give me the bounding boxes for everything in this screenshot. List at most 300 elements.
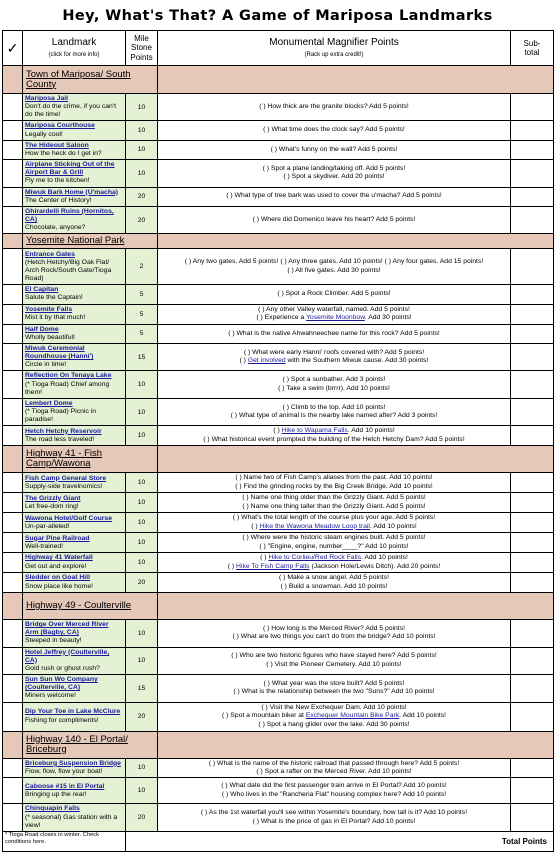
landmark-cell xyxy=(23,553,126,573)
magnifier-line: ( ) "Engine, engine, number____?" Add 10 points! xyxy=(259,542,409,550)
section-row xyxy=(3,731,554,758)
landmark-tagline: (Hetch Hetchy/Big Oak Flat/ Arch Rock/South Gate/Tioga Road) xyxy=(25,258,112,282)
landmark-cell xyxy=(23,804,126,831)
section-title-text: Highway 41 - Fish Camp/Wawona xyxy=(26,448,103,470)
landmark-tagline: (* Tioga Road) Chief among them! xyxy=(25,380,110,396)
magnifier-cell xyxy=(158,702,511,731)
tioga-road-note[interactable]: * Tioga Road closes in winter. Check conditions here. xyxy=(3,831,126,851)
magnifier-line: ( ) Experience a Yosemite Moonbow. Add 30 points! xyxy=(256,314,412,322)
check-cell[interactable] xyxy=(3,160,23,187)
landmark-cell xyxy=(23,473,126,493)
magnifier-line: ( ) Take a swim (brrrr). Add 10 points! xyxy=(278,384,390,392)
landmark-tagline: The road less traveled! xyxy=(25,435,95,443)
subtotal-header-line2: total xyxy=(524,48,540,57)
magnifier-line: ( ) Make a snow angel. Add 5 points! xyxy=(279,574,389,582)
check-cell[interactable] xyxy=(3,804,23,831)
milestone-points: 20 xyxy=(126,206,158,233)
check-cell[interactable] xyxy=(3,343,23,370)
magnifier-line: ( ) Build a snowman. Add 10 points! xyxy=(280,582,388,590)
landmark-tagline: Chocolate, anyone? xyxy=(25,224,86,232)
subtotal-header xyxy=(511,31,554,66)
section-check-cell xyxy=(3,593,23,620)
magnifier-line: ( ) Get involved with the Southern Miwuk cause. Add 30 points! xyxy=(239,357,429,365)
landmark-tagline: Fly me to the kitchen! xyxy=(25,177,90,185)
milestone-points: 10 xyxy=(126,778,158,804)
landmark-link[interactable]: Miwuk Ceremonial Roundhouse (Hanni') xyxy=(25,344,94,361)
milestone-points: 20 xyxy=(126,573,158,593)
magnifier-line: ( ) Spot a hang glider over the lake. Add 30 points! xyxy=(258,720,410,728)
magnifier-line: ( ) Climb to the top. Add 10 points! xyxy=(282,403,386,411)
milestone-points: 10 xyxy=(126,493,158,513)
magnifier-line: ( ) What's the total length of the course plus your age. Add 5 points! xyxy=(232,514,436,522)
magnifier-line: ( ) Name one thing older than the Grizzly Giant. Add 5 points! xyxy=(242,494,426,502)
section-check-cell xyxy=(3,66,23,94)
landmark-tagline: Get out and explore! xyxy=(25,562,87,570)
table-row xyxy=(3,121,554,140)
landmark-link[interactable]: Bridge Over Merced River Arm (Bagby, CA) xyxy=(25,621,109,637)
subtotal-cell[interactable] xyxy=(511,473,554,493)
subtotal-cell[interactable] xyxy=(511,804,554,831)
magnifier-line: ( ) What is the price of gas in El Portal? Add 10 points! xyxy=(252,817,416,825)
magnifier-cell xyxy=(158,553,511,573)
section-title xyxy=(23,66,158,94)
magnifier-line: ( ) What is the relationship between the two "Suns?" Add 10 points! xyxy=(233,688,435,696)
table-row xyxy=(3,249,554,285)
check-cell[interactable] xyxy=(3,647,23,674)
landmark-tagline: Don't do the crime, if you can't do the time! xyxy=(25,103,116,119)
milestone-points: 10 xyxy=(126,758,158,778)
landmark-link[interactable]: Reflection On Tenaya Lake xyxy=(25,372,112,380)
check-cell[interactable] xyxy=(3,553,23,573)
milestone-points: 10 xyxy=(126,160,158,187)
milestone-points: 5 xyxy=(126,324,158,343)
landmark-link[interactable]: Ghirardelli Ruins (Hornitos, CA) xyxy=(25,207,114,224)
magnifier-line: ( ) Hike To Fish Camp Falls (Jackson Hole/Lewis Ditch). Add 20 points! xyxy=(227,562,441,570)
magnifier-line: ( ) Any other Valley waterfall, named. Add 5 points! xyxy=(258,305,410,313)
section-row xyxy=(3,234,554,249)
magnifier-cell xyxy=(158,804,511,831)
subtotal-cell[interactable] xyxy=(511,553,554,573)
section-check-cell xyxy=(3,234,23,249)
landmark-cell xyxy=(23,343,126,370)
landmark-tagline: Mist it by that much! xyxy=(25,314,86,322)
landmark-tagline: (* seasonal) Gas station with a view! xyxy=(25,813,118,829)
check-cell[interactable] xyxy=(3,675,23,702)
landmark-link[interactable]: Sledder on Goat Hill xyxy=(25,574,90,582)
subtotal-cell[interactable] xyxy=(511,304,554,324)
landmark-tagline: Un-par-alleled! xyxy=(25,522,70,530)
landmark-cell xyxy=(23,573,126,593)
landmark-cell xyxy=(23,94,126,121)
magnifier-line: ( ) As the 1st waterfall you'll see within Yosemite's boundary, how tall is it? Add 10 points! xyxy=(200,809,468,817)
milestone-points: 10 xyxy=(126,553,158,573)
landmark-link[interactable]: Briceburg Suspension Bridge xyxy=(25,759,121,767)
section-fill xyxy=(158,66,554,94)
magnifier-header xyxy=(158,31,511,66)
landmark-link[interactable]: Mariposa Jail xyxy=(25,95,69,102)
table-row xyxy=(3,140,554,159)
subtotal-cell[interactable] xyxy=(511,675,554,702)
landmark-cell xyxy=(23,249,126,285)
milestone-points: 10 xyxy=(126,140,158,159)
magnifier-line: ( ) Spot a skydiver. Add 20 points! xyxy=(283,173,385,181)
info-link[interactable]: Yosemite Moonbow xyxy=(306,314,365,322)
section-title-text: Town of Mariposa/ South County xyxy=(26,68,131,90)
landmark-tagline: How the heck do I get in? xyxy=(25,149,102,157)
subtotal-cell[interactable] xyxy=(511,702,554,731)
magnifier-line: ( ) Visit the Pioneer Cemetery. Add 10 points! xyxy=(266,660,402,668)
subtotal-cell[interactable] xyxy=(511,398,554,425)
magnifier-cell xyxy=(158,620,511,647)
check-cell[interactable] xyxy=(3,140,23,159)
check-cell[interactable] xyxy=(3,620,23,647)
section-fill xyxy=(158,446,554,473)
subtotal-cell[interactable] xyxy=(511,778,554,804)
magnifier-line: ( ) Hike the Wawona Meadow Loop trail. Add 10 points! xyxy=(251,522,417,530)
subtotal-cell[interactable] xyxy=(511,160,554,187)
magnifier-cell xyxy=(158,533,511,553)
check-header: ✓ xyxy=(3,31,23,66)
landmark-link[interactable]: Chinquapin Falls xyxy=(25,805,80,813)
magnifier-cell xyxy=(158,206,511,233)
landmark-cell xyxy=(23,778,126,804)
table-row xyxy=(3,398,554,425)
magnifier-line: ( ) What historical event prompted the building of the Hetch Hetchy Dam? Add 5 points! xyxy=(203,435,465,443)
check-cell[interactable] xyxy=(3,304,23,324)
landmark-cell xyxy=(23,160,126,187)
landmark-tagline: Snow place like home! xyxy=(25,582,94,590)
subtotal-cell[interactable] xyxy=(511,513,554,533)
landmark-link[interactable]: Wawona Hotel/Golf Course xyxy=(25,514,112,522)
check-cell[interactable] xyxy=(3,513,23,533)
section-row xyxy=(3,593,554,620)
magnifier-line: ( ) Name two of Fish Camp's aliases from the past. Add 10 points! xyxy=(235,474,433,482)
magnifier-line: ( ) How thick are the granite blocks? Add 5 points! xyxy=(259,102,409,110)
landmark-cell xyxy=(23,140,126,159)
page-title: Hey, What's That? A Game of Mariposa Landmarks xyxy=(62,8,493,24)
check-cell[interactable] xyxy=(3,285,23,304)
landmark-link[interactable]: Airplane Sticking Out of the Airport Bar & Grill xyxy=(25,161,115,177)
table-row xyxy=(3,758,554,778)
milestone-points: 10 xyxy=(126,647,158,674)
table-row xyxy=(3,94,554,121)
table-row xyxy=(3,426,554,446)
magnifier-cell xyxy=(158,513,511,533)
page xyxy=(2,0,553,852)
magnifier-line: ( ) What is the native Ahwahneechee name for this rock? Add 5 points! xyxy=(228,329,440,337)
check-cell[interactable] xyxy=(3,121,23,140)
landmark-link[interactable]: The Hideout Saloon xyxy=(25,141,89,149)
landmark-link[interactable]: Mariposa Courthouse xyxy=(25,122,95,130)
check-cell[interactable] xyxy=(3,758,23,778)
milestone-points: 20 xyxy=(126,702,158,731)
info-link[interactable]: Exchequer Mountain Bike Park xyxy=(305,712,400,720)
landmark-cell xyxy=(23,513,126,533)
subtotal-cell[interactable] xyxy=(511,94,554,121)
landmark-header xyxy=(23,31,126,66)
landmark-link[interactable]: Half Dome xyxy=(25,325,59,333)
check-cell[interactable] xyxy=(3,398,23,425)
milestone-points: 2 xyxy=(126,249,158,285)
section-fill xyxy=(158,593,554,620)
landmark-tagline: (* Tioga Road) Picnic in paradise! xyxy=(25,408,97,424)
subtotal-cell[interactable] xyxy=(511,285,554,304)
magnifier-line: ( ) What were early Hanni' roofs covered with? Add 5 points! xyxy=(243,348,425,356)
landmark-cell xyxy=(23,620,126,647)
magnifier-cell xyxy=(158,647,511,674)
landmark-header-label: Landmark xyxy=(51,37,97,49)
landmark-tagline: Flow, flow, flow your boat! xyxy=(25,767,103,775)
subtotal-cell[interactable] xyxy=(511,426,554,446)
landmark-link[interactable]: Miwuk Bark Home (U'macha) xyxy=(25,188,119,196)
milestone-points: 5 xyxy=(126,285,158,304)
section-title xyxy=(23,731,158,758)
table-row xyxy=(3,160,554,187)
magnifier-cell xyxy=(158,758,511,778)
magnifier-line: ( ) Find the grinding rocks by the Big Creek Bridge. Add 10 points! xyxy=(235,482,433,490)
milestone-points: 10 xyxy=(126,513,158,533)
magnifier-cell xyxy=(158,371,511,398)
milestone-points: 10 xyxy=(126,473,158,493)
landmark-tagline: Gold rush or ghost rush? xyxy=(25,664,100,672)
magnifier-line: ( ) Where did Domenico leave his heart? Add 5 points! xyxy=(252,215,416,223)
table-row xyxy=(3,620,554,647)
milestone-points: 5 xyxy=(126,304,158,324)
landmark-cell xyxy=(23,206,126,233)
section-check-cell xyxy=(3,731,23,758)
check-cell[interactable] xyxy=(3,573,23,593)
landmark-cell xyxy=(23,758,126,778)
table-row xyxy=(3,371,554,398)
check-cell[interactable] xyxy=(3,493,23,513)
info-link[interactable]: Hike to Wapama Falls xyxy=(281,427,348,435)
magnifier-line: ( ) What year was the store built? Add 5 points! xyxy=(263,679,405,687)
landmark-tagline: Well-trained! xyxy=(25,542,64,550)
check-cell[interactable] xyxy=(3,533,23,553)
info-link[interactable]: Hike to Corlieu/Red Rock Falls xyxy=(268,554,361,562)
header-row xyxy=(3,31,554,66)
landmark-tagline: Fishing for compliments! xyxy=(25,716,99,724)
landmark-link[interactable]: Lembert Dome xyxy=(25,399,73,407)
table-row xyxy=(3,513,554,533)
magnifier-line: ( ) Spot a plane landing/taking off. Add 5 points! xyxy=(262,164,406,172)
table-row xyxy=(3,702,554,731)
table-body xyxy=(3,66,554,832)
milestone-points: 15 xyxy=(126,675,158,702)
total-points-label: Total Points xyxy=(126,831,554,851)
section-title xyxy=(23,446,158,473)
table-row xyxy=(3,473,554,493)
subtotal-cell[interactable] xyxy=(511,249,554,285)
info-link[interactable]: Hike To Fish Camp Falls xyxy=(236,562,310,570)
landmark-tagline: Let free-dom ring! xyxy=(25,502,79,510)
landmarks-table xyxy=(2,30,554,852)
check-cell[interactable] xyxy=(3,249,23,285)
table-row xyxy=(3,675,554,702)
landmark-cell xyxy=(23,493,126,513)
section-row xyxy=(3,66,554,94)
table-row xyxy=(3,553,554,573)
landmark-cell xyxy=(23,371,126,398)
check-cell[interactable] xyxy=(3,324,23,343)
magnifier-cell xyxy=(158,304,511,324)
check-cell[interactable] xyxy=(3,371,23,398)
table-row xyxy=(3,573,554,593)
magnifier-cell xyxy=(158,324,511,343)
check-cell[interactable] xyxy=(3,94,23,121)
magnifier-cell xyxy=(158,573,511,593)
landmark-tagline: Bringing up the rear! xyxy=(25,790,87,798)
milestone-points: 10 xyxy=(126,371,158,398)
landmark-link[interactable]: El Capitan xyxy=(25,286,59,294)
magnifier-cell xyxy=(158,140,511,159)
check-cell[interactable] xyxy=(3,206,23,233)
milestone-points: 10 xyxy=(126,620,158,647)
magnifier-cell xyxy=(158,343,511,370)
landmark-cell xyxy=(23,187,126,206)
magnifier-line: ( ) Where were the historic steam engines built. Add 5 points! xyxy=(242,534,426,542)
landmark-link[interactable]: Dip Your Toe in Lake McClure xyxy=(25,708,121,716)
section-title xyxy=(23,234,158,249)
subtotal-cell[interactable] xyxy=(511,324,554,343)
magnifier-line: ( ) Who lives in the "Rancheria Flat" housing complex here? Add 10 points! xyxy=(221,790,447,798)
table-row xyxy=(3,285,554,304)
landmark-link[interactable]: Hetch Hetchy Reservoir xyxy=(25,427,102,435)
landmark-link[interactable]: Caboose #15 in El Portal xyxy=(25,782,105,790)
landmark-cell xyxy=(23,285,126,304)
magnifier-line: ( ) Name one thing taller than the Grizzly Giant. Add 5 points! xyxy=(242,502,426,510)
milestone-points: 20 xyxy=(126,187,158,206)
section-title xyxy=(23,593,158,620)
landmark-cell xyxy=(23,647,126,674)
magnifier-cell xyxy=(158,473,511,493)
landmark-cell xyxy=(23,304,126,324)
magnifier-cell xyxy=(158,121,511,140)
magnifier-cell xyxy=(158,160,511,187)
check-cell[interactable] xyxy=(3,187,23,206)
section-title-text: Highway 140 - El Portal/ Briceburg xyxy=(26,733,128,755)
subtotal-cell[interactable] xyxy=(511,343,554,370)
magnifier-cell xyxy=(158,285,511,304)
landmark-link[interactable]: Hotel Jeffrey (Coulterville, CA) xyxy=(25,648,110,664)
magnifier-cell xyxy=(158,398,511,425)
subtotal-cell[interactable] xyxy=(511,493,554,513)
section-check-cell xyxy=(3,446,23,473)
landmark-link[interactable]: Fish Camp General Store xyxy=(25,474,107,482)
subtotal-header-line1: Sub- xyxy=(523,38,541,48)
landmark-tagline: Salute the Captain! xyxy=(25,294,83,302)
landmark-link[interactable]: Highway 41 Waterfall xyxy=(25,554,93,562)
landmark-link[interactable]: The Grizzly Giant xyxy=(25,494,81,502)
section-fill xyxy=(158,731,554,758)
subtotal-cell[interactable] xyxy=(511,187,554,206)
table-row xyxy=(3,324,554,343)
magnifier-cell xyxy=(158,493,511,513)
section-fill xyxy=(158,234,554,249)
magnifier-line: ( ) What is the name of the historic railroad that passed through here? Add 5 points! xyxy=(208,759,460,767)
check-cell[interactable] xyxy=(3,702,23,731)
check-cell[interactable] xyxy=(3,778,23,804)
magnifier-cell xyxy=(158,426,511,446)
landmark-header-sub: (click for more info) xyxy=(48,51,100,58)
table-row xyxy=(3,206,554,233)
section-title-text: Yosemite National Park xyxy=(26,235,125,247)
subtotal-cell[interactable] xyxy=(511,533,554,553)
landmark-link[interactable]: Sugar Pine Railroad xyxy=(25,534,90,542)
table-row xyxy=(3,343,554,370)
landmark-link[interactable]: Yosemite Falls xyxy=(25,305,73,313)
milestone-points: 10 xyxy=(126,94,158,121)
subtotal-cell[interactable] xyxy=(511,647,554,674)
magnifier-header-label: Monumental Magnifier Points xyxy=(269,37,399,49)
subtotal-cell[interactable] xyxy=(511,620,554,647)
magnifier-line: ( ) All five gates. Add 30 points! xyxy=(287,266,381,274)
section-title-text: Highway 49 - Coulterville xyxy=(26,600,132,612)
magnifier-line: ( ) What type of animal is the nearby lake named after? Add 3 points! xyxy=(230,412,438,420)
subtotal-cell[interactable] xyxy=(511,758,554,778)
landmark-tagline: The Center of History! xyxy=(25,196,92,204)
magnifier-cell xyxy=(158,249,511,285)
landmark-cell xyxy=(23,121,126,140)
landmark-cell xyxy=(23,426,126,446)
magnifier-line: ( ) What are two things you can't do from the bridge? Add 10 points! xyxy=(232,633,436,641)
landmark-tagline: Miners welcome! xyxy=(25,692,76,700)
landmark-link[interactable]: Sun Sun Wo Company (Coulterville, CA) xyxy=(25,676,98,692)
milestone-points: 10 xyxy=(126,398,158,425)
subtotal-cell[interactable] xyxy=(511,206,554,233)
landmark-tagline: Circle in time! xyxy=(25,361,67,369)
table-row xyxy=(3,778,554,804)
subtotal-cell[interactable] xyxy=(511,140,554,159)
landmark-cell xyxy=(23,398,126,425)
milestone-points: 10 xyxy=(126,121,158,140)
footer-row xyxy=(3,831,554,851)
check-cell[interactable] xyxy=(3,426,23,446)
check-cell[interactable] xyxy=(3,473,23,493)
info-link[interactable]: Hike the Wawona Meadow Loop trail xyxy=(259,522,370,530)
magnifier-line: ( ) Spot a rafter on the Merced River. Add 10 points! xyxy=(256,767,412,775)
subtotal-cell[interactable] xyxy=(511,371,554,398)
milestone-points: 10 xyxy=(126,533,158,553)
points-header-line3: Points xyxy=(130,52,153,62)
magnifier-line: ( ) Visit the New Exchequer Dam. Add 10 points! xyxy=(261,703,407,711)
magnifier-cell xyxy=(158,675,511,702)
magnifier-cell xyxy=(158,94,511,121)
landmark-tagline: Steeped in beauty! xyxy=(25,637,82,645)
points-header-line1: Mile xyxy=(134,34,149,44)
landmark-tagline: Wholly beautiful! xyxy=(25,333,75,341)
landmark-cell xyxy=(23,324,126,343)
magnifier-line: ( ) Hike to Corlieu/Red Rock Falls. Add 10 points! xyxy=(260,554,408,562)
magnifier-line: ( ) How long is the Merced River? Add 5 points! xyxy=(262,624,406,632)
table-row xyxy=(3,647,554,674)
milestone-points: 10 xyxy=(126,426,158,446)
info-link[interactable]: Get involved xyxy=(247,357,286,365)
milestone-points: 15 xyxy=(126,343,158,370)
landmark-link[interactable]: Entrance Gates xyxy=(25,250,75,258)
magnifier-line: ( ) What date did the first passenger train arrive in El Portal? Add 10 points! xyxy=(221,782,447,790)
table-row xyxy=(3,533,554,553)
landmark-tagline: Supply-side travelnomics! xyxy=(25,482,103,490)
landmark-cell xyxy=(23,675,126,702)
table-row xyxy=(3,804,554,831)
magnifier-line: ( ) What type of tree bark was used to cover the u'macha? Add 5 points! xyxy=(226,192,442,200)
subtotal-cell[interactable] xyxy=(511,121,554,140)
magnifier-cell xyxy=(158,778,511,804)
subtotal-cell[interactable] xyxy=(511,573,554,593)
points-header xyxy=(126,31,158,66)
table-row xyxy=(3,187,554,206)
